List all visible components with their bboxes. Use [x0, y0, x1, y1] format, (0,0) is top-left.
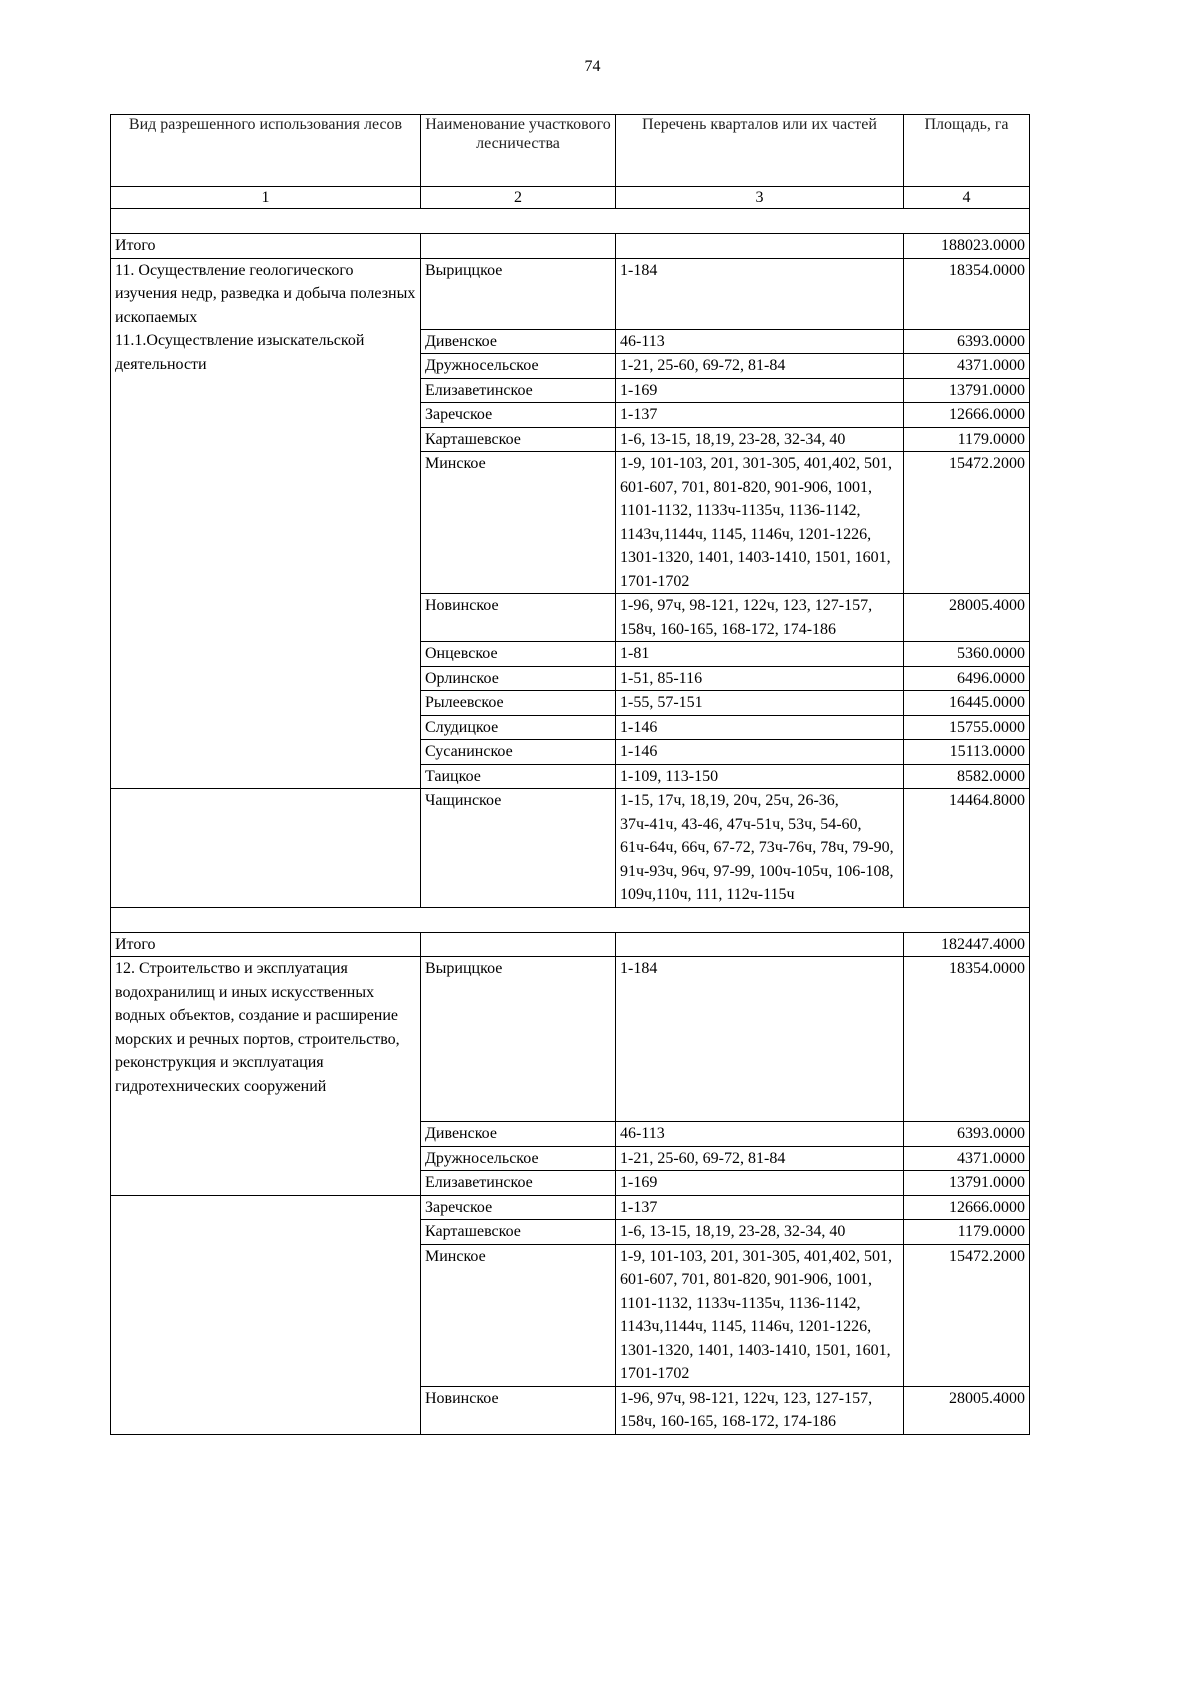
area-value: 28005.4000: [904, 1386, 1030, 1434]
category-subtitle: 11.1.Осуществление изыскательской деятельности: [115, 332, 365, 373]
category-cell: [111, 258, 421, 789]
category-cell-continued: [111, 1195, 421, 1434]
area-value: 18354.0000: [904, 258, 1030, 329]
quarters: 1-184: [616, 957, 904, 1122]
area-value: 14464.8000: [904, 789, 1030, 908]
area-value: 15755.0000: [904, 715, 1030, 740]
forestry-name: Выриццкое: [421, 258, 616, 329]
spacer-row: [111, 907, 1030, 932]
quarters: 1-51, 85-116: [616, 666, 904, 691]
itogo-row: [111, 234, 1030, 259]
table-row: [111, 957, 1030, 1122]
column-number: 2: [421, 187, 616, 209]
forestry-name: Минское: [421, 452, 616, 594]
area-value: 13791.0000: [904, 378, 1030, 403]
forestry-name: Рылеевское: [421, 691, 616, 716]
quarters: 46-113: [616, 329, 904, 354]
quarters: 1-21, 25-60, 69-72, 81-84: [616, 354, 904, 379]
quarters: 1-169: [616, 1171, 904, 1196]
area-value: 13791.0000: [904, 1171, 1030, 1196]
area-value: 28005.4000: [904, 594, 1030, 642]
area-value: 15472.2000: [904, 1244, 1030, 1386]
column-number: 1: [111, 187, 421, 209]
quarters: 1-6, 13-15, 18,19, 23-28, 32-34, 40: [616, 1220, 904, 1245]
forestry-name: Заречское: [421, 403, 616, 428]
table-row: [111, 789, 1030, 908]
itogo-value: 188023.0000: [904, 234, 1030, 259]
spacer-row: [111, 209, 1030, 234]
quarters: 46-113: [616, 1122, 904, 1147]
quarters: 1-21, 25-60, 69-72, 81-84: [616, 1146, 904, 1171]
area-value: 4371.0000: [904, 354, 1030, 379]
header-use-type: Вид разрешенного использования лесов: [111, 115, 421, 187]
forestry-name: Елизаветинское: [421, 378, 616, 403]
header-area: Площадь, га: [904, 115, 1030, 187]
quarters: 1-146: [616, 715, 904, 740]
quarters: 1-96, 97ч, 98-121, 122ч, 123, 127-157, 158ч, 160-165, 168-172, 174-186: [616, 1386, 904, 1434]
page-number: 74: [584, 58, 601, 75]
category-title: 12. Строительство и эксплуатация водохранилищ и иных искусственных водных объектов, создание и расширение морских и речных портов, строительство, реконструкция и эксплуатация гидротехнических сооружений: [115, 960, 400, 1095]
forestry-name: Карташевское: [421, 1220, 616, 1245]
area-value: 18354.0000: [904, 957, 1030, 1122]
forestry-name: Дружносельское: [421, 1146, 616, 1171]
area-value: 6393.0000: [904, 1122, 1030, 1147]
quarters: 1-137: [616, 403, 904, 428]
quarters: 1-55, 57-151: [616, 691, 904, 716]
forest-use-table: [110, 114, 1030, 1435]
forestry-name: Новинское: [421, 1386, 616, 1434]
forestry-name: Новинское: [421, 594, 616, 642]
itogo-label: Итого: [111, 932, 421, 957]
forestry-name: Онцевское: [421, 642, 616, 667]
area-value: 12666.0000: [904, 1195, 1030, 1220]
quarters: 1-9, 101-103, 201, 301-305, 401,402, 501, 601-607, 701, 801-820, 901-906, 1001, 1101-1132, 1133ч-1135ч, 1136-1142, 1143ч,1144ч, 1145, 1146ч, 1201-1226, 1301-1320, 1401, 1403-1410, 1501, 1601, 1701-1702: [616, 452, 904, 594]
quarters: 1-15, 17ч, 18,19, 20ч, 25ч, 26-36, 37ч-41ч, 43-46, 47ч-51ч, 53ч, 54-60, 61ч-64ч, 66ч, 67-72, 73ч-76ч, 78ч, 79-90, 91ч-93ч, 96ч, 97-99, 100ч-105ч, 106-108, 109ч,110ч, 111, 112ч-115ч: [616, 789, 904, 908]
quarters: 1-169: [616, 378, 904, 403]
quarters: 1-146: [616, 740, 904, 765]
forestry-name: Дружносельское: [421, 354, 616, 379]
column-number-row: [111, 187, 1030, 209]
forestry-name: Карташевское: [421, 427, 616, 452]
itogo-value: 182447.4000: [904, 932, 1030, 957]
forestry-name: Слудицкое: [421, 715, 616, 740]
area-value: 1179.0000: [904, 427, 1030, 452]
area-value: 15472.2000: [904, 452, 1030, 594]
forestry-name: Дивенское: [421, 329, 616, 354]
quarters: 1-6, 13-15, 18,19, 23-28, 32-34, 40: [616, 427, 904, 452]
quarters: 1-137: [616, 1195, 904, 1220]
forestry-name: Заречское: [421, 1195, 616, 1220]
table-header-row: [111, 115, 1030, 187]
quarters: 1-96, 97ч, 98-121, 122ч, 123, 127-157, 158ч, 160-165, 168-172, 174-186: [616, 594, 904, 642]
area-value: 15113.0000: [904, 740, 1030, 765]
header-quarters: Перечень кварталов или их частей: [616, 115, 904, 187]
forestry-name: Елизаветинское: [421, 1171, 616, 1196]
area-value: 6393.0000: [904, 329, 1030, 354]
itogo-label: Итого: [111, 234, 421, 259]
area-value: 8582.0000: [904, 764, 1030, 789]
quarters: 1-9, 101-103, 201, 301-305, 401,402, 501, 601-607, 701, 801-820, 901-906, 1001, 1101-1132, 1133ч-1135ч, 1136-1142, 1143ч,1144ч, 1145, 1146ч, 1201-1226, 1301-1320, 1401, 1403-1410, 1501, 1601, 1701-1702: [616, 1244, 904, 1386]
area-value: 6496.0000: [904, 666, 1030, 691]
forestry-name: Орлинское: [421, 666, 616, 691]
itogo-row: [111, 932, 1030, 957]
table-row: [111, 1195, 1030, 1220]
category-cell: [111, 957, 421, 1196]
header-forestry-name: Наименование участкового лесничества: [421, 115, 616, 187]
forestry-name: Минское: [421, 1244, 616, 1386]
category-title: 11. Осуществление геологического изучения недр, разведка и добыча полезных ископаемых: [115, 261, 416, 326]
area-value: 16445.0000: [904, 691, 1030, 716]
forestry-name: Сусанинское: [421, 740, 616, 765]
area-value: 12666.0000: [904, 403, 1030, 428]
area-value: 1179.0000: [904, 1220, 1030, 1245]
category-cell-continued: [111, 789, 421, 908]
table-row: [111, 258, 1030, 329]
column-number: 4: [904, 187, 1030, 209]
quarters: 1-81: [616, 642, 904, 667]
quarters: 1-109, 113-150: [616, 764, 904, 789]
forestry-name: Чащинское: [421, 789, 616, 908]
forestry-name: Дивенское: [421, 1122, 616, 1147]
quarters: 1-184: [616, 258, 904, 329]
column-number: 3: [616, 187, 904, 209]
forestry-name: Выриццкое: [421, 957, 616, 1122]
area-value: 4371.0000: [904, 1146, 1030, 1171]
area-value: 5360.0000: [904, 642, 1030, 667]
forestry-name: Таицкое: [421, 764, 616, 789]
